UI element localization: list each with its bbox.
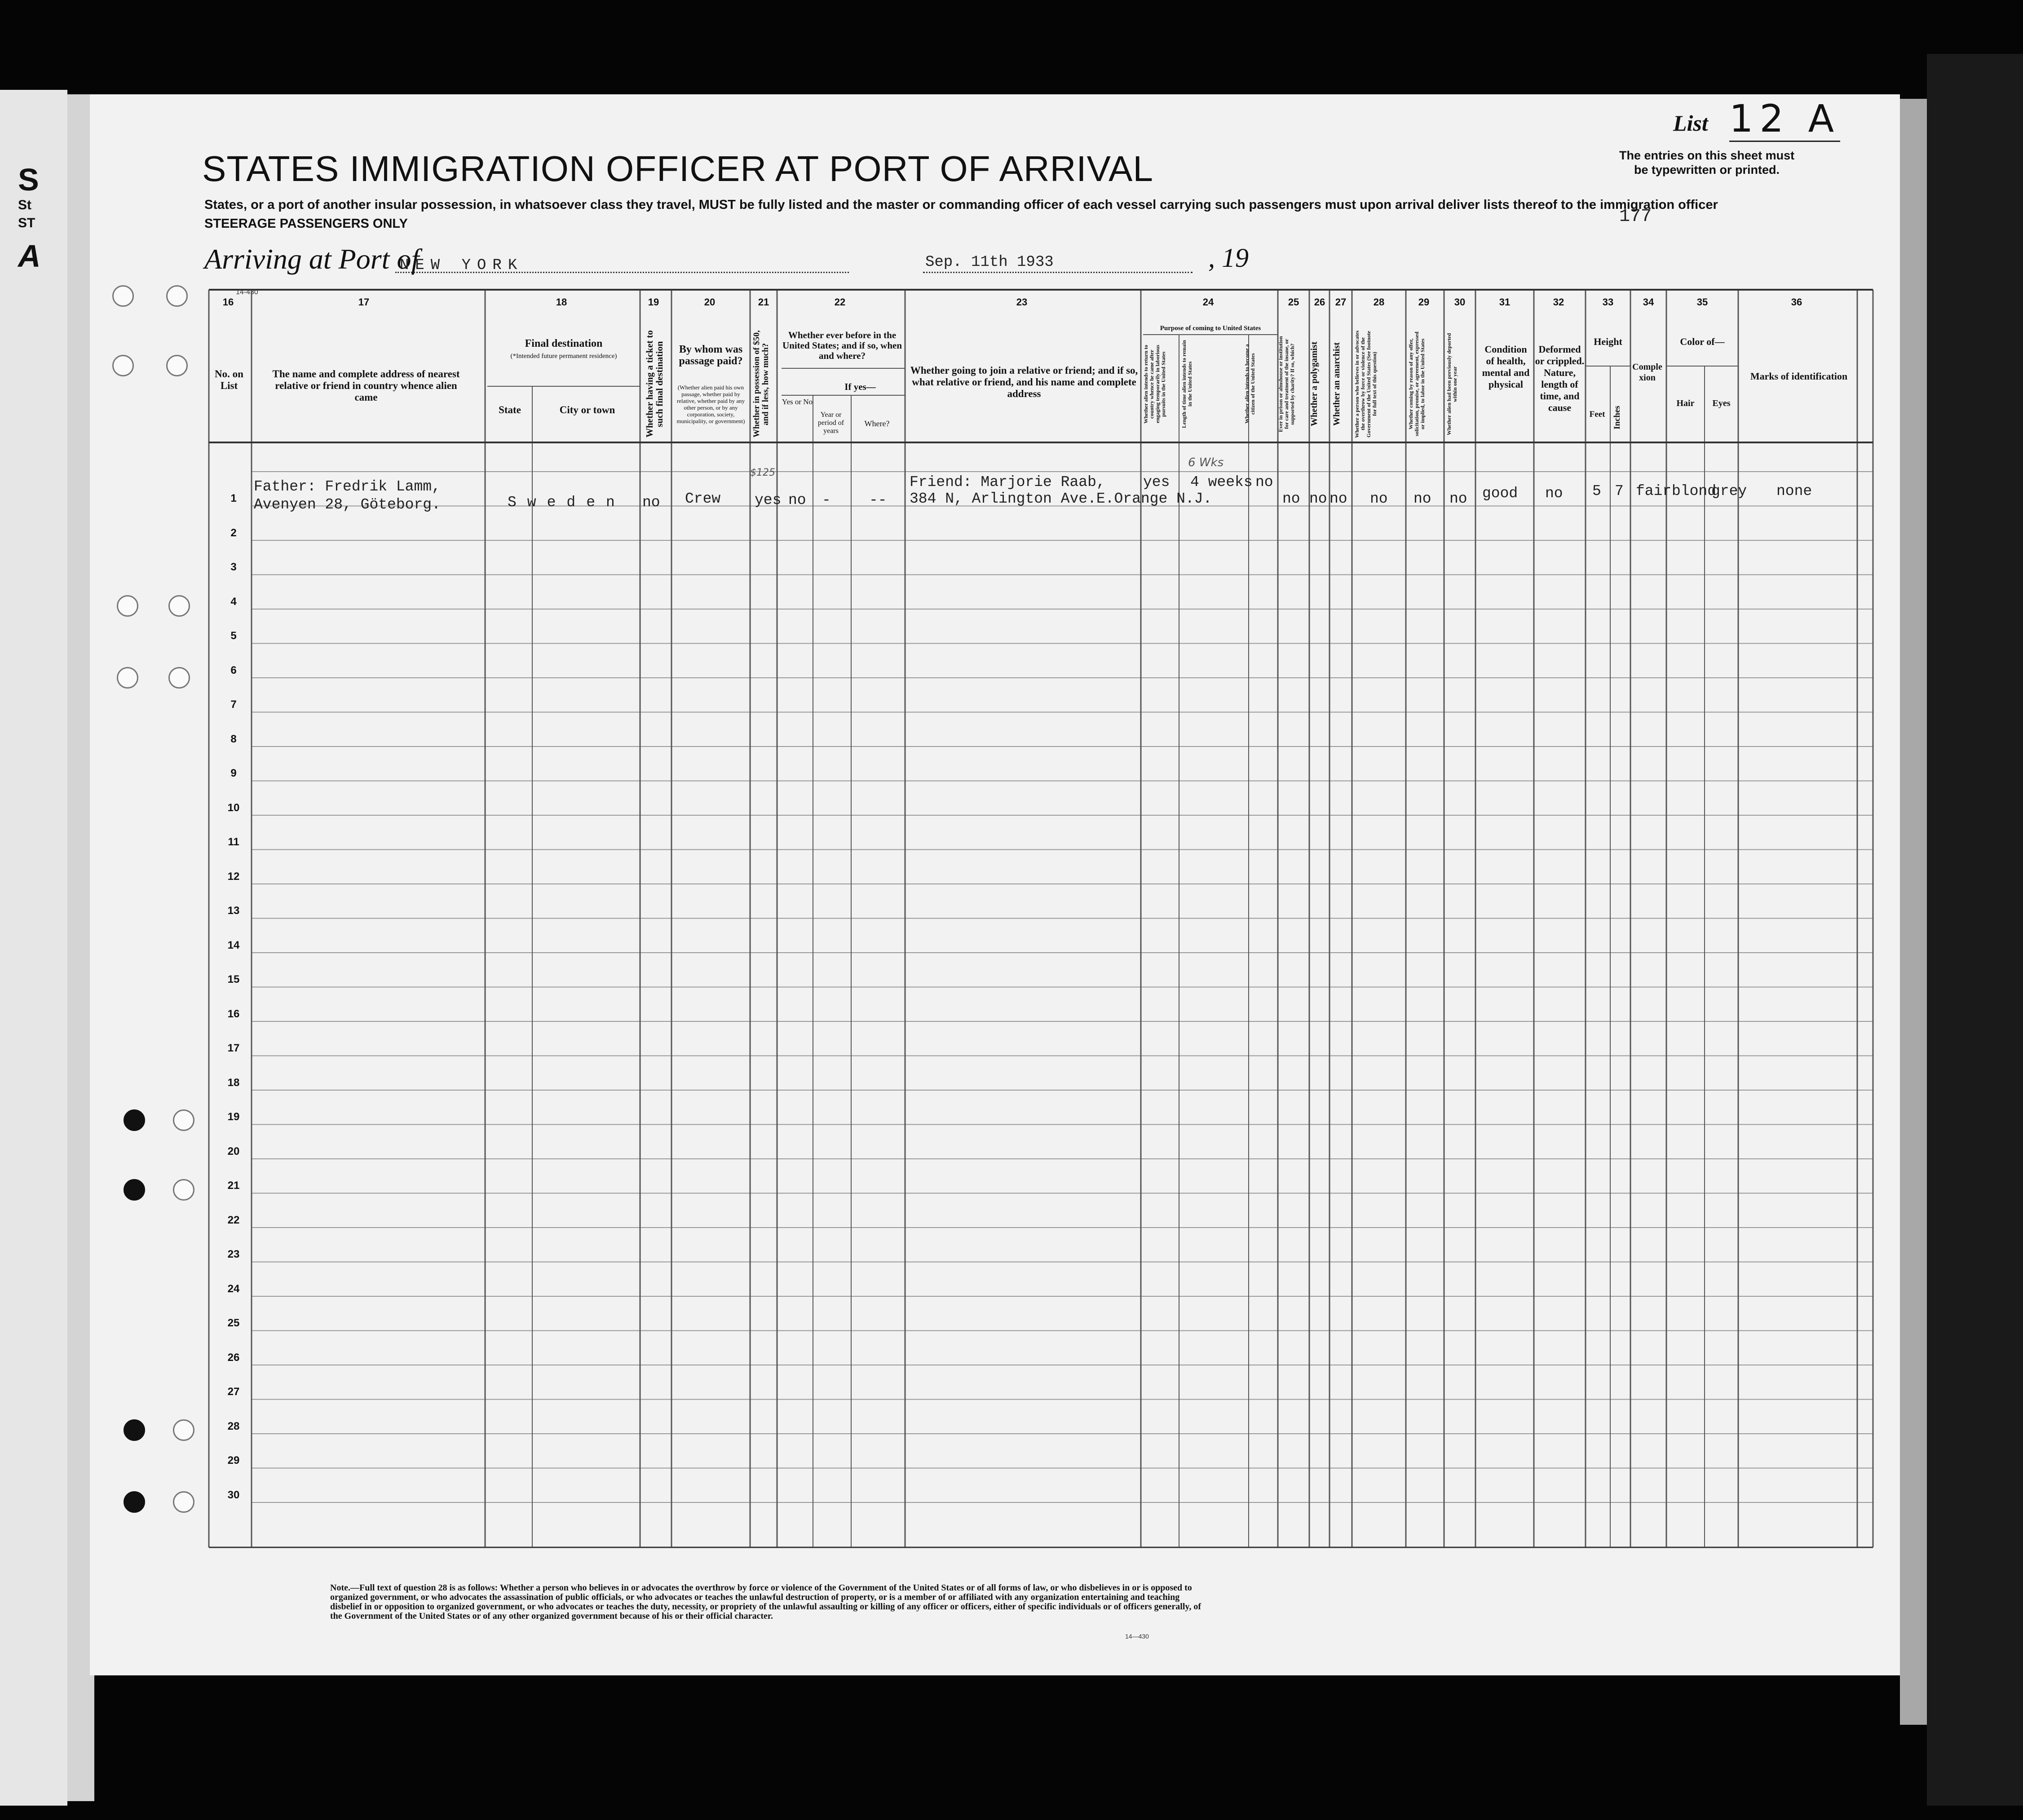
column-number: 34	[1643, 296, 1654, 308]
row-number: 16	[227, 1007, 240, 1020]
row-number: 19	[227, 1111, 240, 1123]
arriving-label: Arriving at Port of	[204, 243, 420, 275]
entry-col30: no	[1449, 490, 1467, 507]
header-no-on-list: No. on List	[215, 368, 243, 391]
column-number: 18	[556, 296, 567, 308]
header-purpose-return: Whether alien intends to return to country whence he came after engaging temporarily in laborious pursuits in the United States	[1143, 345, 1166, 424]
header-final-destination-note: (*Intended future permanent residence)	[510, 353, 617, 360]
list-number: 12 A	[1729, 97, 1840, 142]
header-condition: Condition of health, mental and physical	[1482, 344, 1530, 390]
column-number: 31	[1499, 296, 1511, 308]
entry-polygamist: no	[1309, 490, 1327, 507]
header-nearest-relative: The name and complete address of nearest relative or friend in country whence alien came	[272, 368, 460, 403]
footnote-code: 14—430	[1125, 1633, 1149, 1640]
entry-joining-line1: Friend: Marjorie Raab,	[910, 474, 1105, 490]
header-marks: Marks of identification	[1750, 371, 1848, 382]
row-number: 10	[227, 801, 240, 814]
row-number: 5	[230, 630, 237, 642]
page-number: 177	[1619, 207, 1652, 227]
entries-note-line: The entries on this sheet must	[1619, 149, 1795, 162]
column-number: 16	[222, 296, 234, 308]
column-number: 26	[1314, 296, 1325, 308]
year-label: , 19	[1208, 243, 1249, 273]
list-label: List	[1673, 110, 1708, 136]
column-number: 35	[1696, 296, 1708, 308]
adjacent-page-letter: ST	[18, 216, 35, 230]
entry-hair: blond	[1672, 483, 1717, 499]
arrival-date: Sep. 11th 1933	[925, 254, 1054, 271]
row-number: 11	[228, 836, 239, 848]
column-number: 29	[1418, 296, 1430, 308]
column-number: 32	[1553, 296, 1564, 308]
footnote: Note.—Full text of question 28 is as follows: Whether a person who believes in or advocates the overthrow by force or violence of the Government of the United States or of all forms of law, or who disbelieves in or is opposed to organized government, or who advocates the assassination of public officials, or who advocates or teaches the unlawful destruction of property, or is a member of or affiliated with any organization entertaining and teaching disbelief in or opposition to organized government, or who advocates or teaches the duty, necessity, or propriety of the unlawful assaulting or killing of any officer or officers, either of specific individuals or of officers generally, of the Government of the United States or of any other organized government because of his or their official character.	[330, 1583, 1201, 1621]
entry-where: --	[869, 492, 887, 508]
column-number: 36	[1791, 296, 1802, 308]
header-col25: Ever in prison or almshouse or institution for care and treatment of the insane, or supported by charity? If so, which?	[1277, 336, 1295, 432]
form-instructions: States, or a port of another insular possession, in whatsoever class they travel, MUST be fully listed and the master or commanding officer of each vessel carrying such passengers must upon arrival deliver lists thereof to the immigration officer	[204, 198, 1718, 212]
row-number: 8	[230, 733, 237, 745]
header-hair: Hair	[1676, 398, 1695, 408]
row-number: 22	[227, 1214, 240, 1226]
column-number: 19	[648, 296, 659, 308]
header-inches: Inches	[1612, 406, 1622, 430]
row-number: 9	[230, 767, 237, 779]
header-polygamist: Whether a polygamist	[1309, 341, 1319, 427]
entry-marks: none	[1776, 483, 1812, 499]
row-number: 3	[230, 561, 237, 573]
entry-period: -	[822, 492, 831, 508]
header-joining: Whether going to join a relative or friend; and if so, what relative or friend, and his name and complete address	[910, 365, 1138, 399]
row-number: 18	[227, 1076, 240, 1089]
entry-ticket: no	[642, 494, 660, 511]
entry-feet: 5	[1592, 483, 1601, 499]
entry-health: good	[1482, 485, 1518, 502]
header-before-us: Whether ever before in the United States; and if so, when and where?	[782, 330, 902, 361]
column-number: 30	[1454, 296, 1466, 308]
column-number: 17	[358, 296, 370, 308]
row-number: 1	[230, 492, 237, 504]
header-purpose: Purpose of coming to United States	[1160, 325, 1261, 332]
form-title: STATES IMMIGRATION OFFICER AT PORT OF ARRIVAL	[202, 149, 1153, 189]
column-number: 24	[1202, 296, 1214, 308]
steerage-note: STEERAGE PASSENGERS ONLY	[204, 216, 408, 231]
entry-deformed: no	[1545, 485, 1563, 502]
header-col30: Whether alien had been previously deported within one year	[1446, 333, 1458, 435]
row-number: 30	[227, 1489, 240, 1501]
entries-note-line: be typewritten or printed.	[1634, 163, 1780, 177]
row-number: 7	[230, 698, 237, 711]
entry-length-handwritten: 6 Wks	[1188, 456, 1224, 469]
entry-return: yes	[1143, 474, 1170, 490]
row-number: 23	[227, 1248, 240, 1260]
row-number: 29	[227, 1454, 240, 1467]
header-state: State	[499, 404, 521, 415]
column-number: 21	[758, 296, 769, 308]
row-number: 21	[227, 1179, 240, 1192]
entry-anarchist: no	[1330, 490, 1347, 507]
header-purpose-length: Length of time alien intends to remain in the United States	[1181, 340, 1193, 428]
entry-eyes: grey	[1711, 483, 1747, 499]
column-number: 22	[834, 296, 846, 308]
row-number: 25	[227, 1317, 240, 1329]
header-passage-note: (Whether alien paid his own passage, whether paid by relative, whether paid by any other person, or by any corporation, society, municipality, or government)	[676, 384, 745, 424]
column-number: 28	[1373, 296, 1385, 308]
adjacent-page-letter: St	[18, 198, 31, 212]
header-yes-no: Yes or No	[782, 398, 813, 406]
header-deformed: Deformed or crippled. Nature, length of time, and cause	[1535, 344, 1585, 413]
header-purpose-citizen: Whether alien intends to become a citizen of the United States	[1244, 344, 1256, 424]
header-complexion: Complexion	[1632, 362, 1662, 383]
entry-passage: Crew	[685, 490, 721, 507]
row-number: 14	[227, 939, 240, 951]
row-number: 2	[230, 526, 237, 539]
column-number: 27	[1335, 296, 1347, 308]
row-number: 20	[227, 1145, 240, 1157]
header-city: City or town	[559, 404, 615, 415]
header-where: Where?	[864, 419, 890, 428]
entry-money-handwritten: $125	[750, 467, 775, 478]
header-anarchist: Whether an anarchist	[1332, 342, 1342, 426]
column-number: 33	[1602, 296, 1614, 308]
row-number: 12	[227, 870, 240, 883]
entry-col28: no	[1370, 490, 1388, 507]
entry-length: 4 weeks	[1190, 474, 1253, 490]
header-final-destination: Final destination	[525, 338, 603, 349]
row-number: 27	[227, 1386, 240, 1398]
entry-state: Sweden	[508, 494, 626, 511]
row-number: 24	[227, 1282, 240, 1295]
header-col28: Whether a person who believes in or advocates the overthrow by force or violence of the Government of the United States (See footnote for full text of this question)	[1354, 330, 1378, 438]
entry-col29: no	[1413, 490, 1431, 507]
row-number: 26	[227, 1351, 240, 1364]
entry-citizen: no	[1255, 474, 1273, 490]
header-year-period: Year or period of years	[817, 411, 844, 435]
header-ticket: Whether having a ticket to such final destination	[644, 330, 665, 438]
row-number: 13	[227, 905, 240, 917]
header-color-of: Color of—	[1680, 336, 1725, 347]
header-height: Height	[1594, 336, 1622, 347]
row-number: 17	[227, 1042, 240, 1054]
column-number: 23	[1016, 296, 1028, 308]
row-number: 15	[227, 973, 240, 985]
header-money: Whether in possession of $50, and if less, how much?	[752, 330, 770, 438]
row-number: 4	[230, 595, 237, 608]
entry-money: yes	[755, 492, 782, 508]
form-code: 14-430	[236, 288, 258, 296]
entry-relative-line2: Avenyen 28, Göteborg.	[254, 496, 441, 513]
header-col29: Whether coming by reason of any offer, solicitation, promise, or agreement, expressed or implied, to labor in the United States	[1408, 331, 1426, 437]
row-number: 28	[227, 1420, 240, 1432]
column-number: 25	[1288, 296, 1299, 308]
entry-joining-line2: 384 N, Arlington Ave.E.Orange N.J.	[910, 490, 1212, 507]
row-number: 6	[230, 664, 237, 676]
adjacent-page-letter: A	[18, 239, 41, 274]
header-passage-paid: By whom was passage paid?	[679, 344, 743, 367]
entry-relative-line1: Father: Fredrik Lamm,	[254, 478, 441, 495]
header-feet: Feet	[1589, 410, 1605, 419]
entry-before: no	[788, 492, 806, 508]
entry-col25: no	[1282, 490, 1300, 507]
adjacent-page-letter: S	[18, 162, 39, 197]
column-number: 20	[704, 296, 716, 308]
header-eyes: Eyes	[1712, 398, 1731, 408]
port-name: NEW YORK	[400, 257, 524, 274]
header-if-yes: If yes—	[844, 381, 876, 392]
entry-complexion: fair	[1636, 483, 1672, 499]
entry-inches: 7	[1615, 483, 1624, 499]
